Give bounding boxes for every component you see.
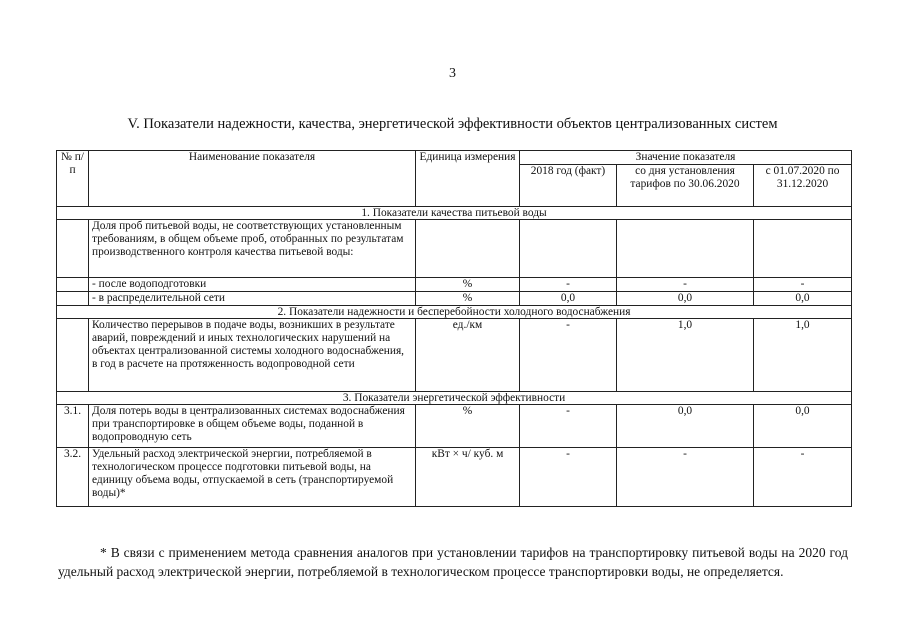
row-num: 3.1.	[57, 405, 89, 448]
row-unit	[416, 220, 520, 278]
row-value-tariff: 1,0	[617, 319, 754, 392]
row-value-2020: 0,0	[754, 405, 852, 448]
table-row	[57, 220, 852, 278]
header-unit: Единица измерения	[416, 151, 520, 207]
row-num	[57, 220, 89, 278]
row-unit: %	[416, 405, 520, 448]
header-num: № п/п	[57, 151, 89, 207]
header-value-group: Значение показателя	[520, 151, 852, 165]
row-unit: %	[416, 292, 520, 306]
header-name: Наименование показателя	[89, 151, 416, 207]
header-2020: с 01.07.2020 по 31.12.2020	[754, 165, 852, 207]
row-unit: ед./км	[416, 319, 520, 392]
row-unit: кВт × ч/ куб. м	[416, 448, 520, 507]
row-value-tariff: 0,0	[617, 405, 754, 448]
row-value-2018: -	[520, 319, 617, 392]
section-header	[57, 306, 852, 319]
table-row	[57, 292, 852, 306]
table-row	[57, 448, 852, 507]
section-title-1: 1. Показатели качества питьевой воды	[57, 207, 852, 220]
indicators-table	[56, 150, 852, 507]
table-row	[57, 278, 852, 292]
row-value-2020	[754, 220, 852, 278]
section-header	[57, 392, 852, 405]
row-value-2020: 1,0	[754, 319, 852, 392]
row-value-tariff	[617, 220, 754, 278]
footnote: * В связи с применением метода сравнения аналогов при установлении тарифов на транспортировку питьевой воды на 2020 год удельный расход электрической энергии, потребляемой в технологическом процессе транспортировки воды, не определяется.	[58, 545, 848, 579]
row-value-2018: -	[520, 405, 617, 448]
row-value-2018: -	[520, 448, 617, 507]
section-title-2: 2. Показатели надежности и бесперебойности холодного водоснабжения	[57, 306, 852, 319]
row-name: Количество перерывов в подаче воды, возникших в результате аварий, повреждений и иных технологических нарушений на объектах централизованной системы холодного водоснабжения, в год в расчете на протяженность водопроводной сети	[89, 319, 416, 392]
header-tariff: со дня установления тарифов по 30.06.2020	[617, 165, 754, 207]
row-value-2020: -	[754, 278, 852, 292]
row-name: Доля проб питьевой воды, не соответствующих установленным требованиям, в общем объеме проб, отобранных по результатам производственного контроля качества питьевой воды:	[89, 220, 416, 278]
table-row	[57, 405, 852, 448]
row-value-2020: -	[754, 448, 852, 507]
row-unit: %	[416, 278, 520, 292]
row-num	[57, 319, 89, 392]
row-num	[57, 292, 89, 306]
row-value-tariff: 0,0	[617, 292, 754, 306]
row-name: - в распределительной сети	[89, 292, 416, 306]
row-name: - после водоподготовки	[89, 278, 416, 292]
header-2018: 2018 год (факт)	[520, 165, 617, 207]
row-value-2018	[520, 220, 617, 278]
row-value-2020: 0,0	[754, 292, 852, 306]
header-row-1	[57, 151, 852, 165]
section-title: V. Показатели надежности, качества, энергетической эффективности объектов централизованных систем	[127, 116, 778, 132]
row-name: Удельный расход электрической энергии, потребляемой в технологическом процессе подготовки питьевой воды, на единицу объема воды, отпускаемой в сеть (транспортируемой воды)*	[89, 448, 416, 507]
row-num: 3.2.	[57, 448, 89, 507]
row-value-2018: 0,0	[520, 292, 617, 306]
row-name: Доля потерь воды в централизованных системах водоснабжения при транспортировке в общем объеме воды, поданной в водопроводную сеть	[89, 405, 416, 448]
row-num	[57, 278, 89, 292]
row-value-tariff: -	[617, 448, 754, 507]
row-value-tariff: -	[617, 278, 754, 292]
page-number: 3	[449, 66, 456, 81]
row-value-2018: -	[520, 278, 617, 292]
section-title-3: 3. Показатели энергетической эффективности	[57, 392, 852, 405]
table-row	[57, 319, 852, 392]
section-header	[57, 207, 852, 220]
